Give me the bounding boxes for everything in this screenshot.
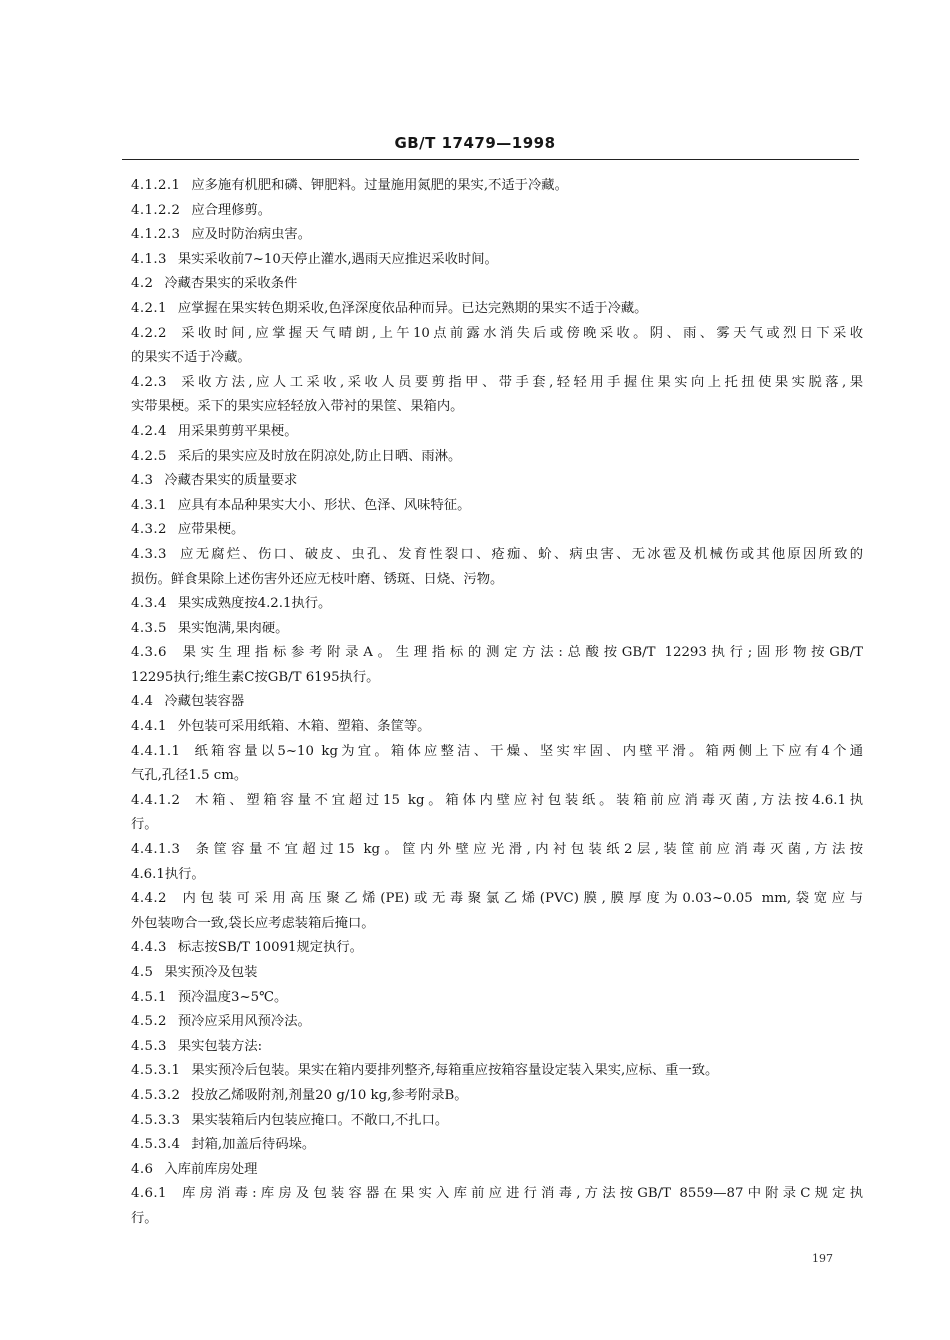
header-rule: [122, 159, 859, 160]
clause-text: 果实生理指标参考附录A。生理指标的测定方法:总酸按GB/T 12293执行;固形物按GB/T: [177, 645, 863, 661]
clause-text: 果实采收前7~10天停止灌水,遇雨天应推迟采收时间。: [177, 251, 498, 267]
clause-number: 4.4.1.2: [131, 792, 181, 808]
clause-number: 4.2.2: [131, 325, 167, 341]
clause-text: 冷藏杏果实的质量要求: [164, 473, 298, 489]
clause-text: 封箱,加盖后待码垛。: [191, 1137, 316, 1153]
clause-number: 4.4.1.1: [131, 743, 181, 759]
clause-text: 应无腐烂、伤口、破皮、虫孔、发育性裂口、疮痂、蚧、病虫害、无冰雹及机械伤或其他原因所致的: [177, 546, 863, 562]
clause-text: 应带果梗。: [177, 522, 245, 538]
clause-number: 4.6: [131, 1161, 154, 1177]
clause-text: 果实饱满,果肉硬。: [177, 620, 289, 636]
clause-text: 冷藏杏果实的采收条件: [164, 276, 298, 292]
clause-text: 条筐容量不宜超过15 kg。筐内外壁应光滑,内衬包装纸2层,装筐前应消毒灭菌,方法按: [191, 842, 863, 858]
clause-number: 4.3.4: [131, 596, 167, 612]
clause-text: 应合理修剪。: [191, 202, 272, 218]
clause-number: 4.2.3: [131, 374, 167, 390]
clause-line: [131, 1158, 863, 1183]
clause-line: [131, 789, 863, 814]
clause-number: 4.4.2: [131, 891, 167, 907]
continuation-line: [131, 395, 863, 420]
clause-line: [131, 297, 863, 322]
clause-line: [131, 936, 863, 961]
clause-line: [131, 469, 863, 494]
clause-line: [131, 1059, 863, 1084]
clause-number: 4.3.3: [131, 546, 167, 562]
clause-number: 4.2.1: [131, 300, 167, 316]
clause-line: [131, 371, 863, 396]
clause-text: 果实预冷后包装。果实在箱内要排列整齐,每箱重应按箱容量设定装入果实,应标、重一致。: [191, 1063, 719, 1079]
clause-text: 库房消毒:库房及包装容器在果实入库前应进行消毒,方法按GB/T 8559—87中附录C规定执: [177, 1186, 863, 1202]
clause-number: 4.4: [131, 694, 154, 710]
clause-text: 果实成熟度按4.2.1执行。: [177, 596, 332, 612]
clause-line: [131, 961, 863, 986]
clause-line: [131, 518, 863, 543]
page-number: 197: [812, 1252, 833, 1265]
clause-number: 4.5.3: [131, 1038, 167, 1054]
clause-number: 4.4.1: [131, 719, 167, 735]
clause-text: 行。: [131, 817, 158, 833]
clause-text: 标志按SB/T 10091规定执行。: [177, 940, 363, 956]
clause-line: [131, 740, 863, 765]
clause-number: 4.5: [131, 965, 154, 980]
continuation-line: [131, 863, 863, 888]
clause-text: 纸箱容量以5~10 kg为宜。箱体应整洁、干燥、坚实牢固、内壁平滑。箱两侧上下应有4个通: [191, 743, 863, 759]
clause-text: 应具有本品种果实大小、形状、色泽、风味特征。: [177, 497, 471, 513]
clause-text: 冷藏包装容器: [164, 694, 245, 710]
clause-line: [131, 690, 863, 715]
clause-text: 采收时间,应掌握天气晴朗,上午10点前露水消失后或傍晚采收。阴、雨、雾天气或烈日下采收: [177, 325, 863, 341]
clause-line: [131, 174, 863, 199]
clause-line: [131, 322, 863, 347]
clause-number: 4.4.3: [131, 940, 167, 956]
clause-text: 应掌握在果实转色期采收,色泽深度依品种而异。已达完熟期的果实不适于冷藏。: [177, 300, 648, 316]
clause-text: 4.6.1执行。: [131, 866, 205, 882]
clause-number: 4.1.3: [131, 251, 167, 267]
continuation-line: [131, 568, 863, 593]
clause-number: 4.4.1.3: [131, 842, 181, 858]
continuation-line: [131, 912, 863, 937]
standard-code-header: GB/T 17479—1998: [394, 134, 556, 152]
clause-line: [131, 1109, 863, 1134]
clause-line: [131, 1133, 863, 1158]
clause-line: [131, 1035, 863, 1060]
clause-line: [131, 592, 863, 617]
clause-text: 应及时防治病虫害。: [191, 227, 311, 243]
clause-line: [131, 838, 863, 863]
clause-text: 采收方法,应人工采收,采收人员要剪指甲、带手套,轻轻用手握住果实向上托扭使果实脱落,果: [177, 374, 863, 390]
clause-text: 用采果剪剪平果梗。: [177, 423, 298, 439]
clause-line: [131, 715, 863, 740]
continuation-line: [131, 813, 863, 838]
clause-number: 4.3: [131, 473, 154, 489]
clause-text: 果实装箱后内包装应掩口。不敞口,不扎口。: [191, 1112, 449, 1128]
clause-line: [131, 494, 863, 519]
clause-number: 4.5.3.4: [131, 1137, 181, 1153]
clause-number: 4.5.2: [131, 1014, 167, 1030]
clause-text: 12295执行;维生素C按GB/T 6195执行。: [131, 669, 380, 685]
clause-number: 4.1.2.1: [131, 178, 181, 193]
clause-text: 实带果梗。采下的果实应轻轻放入带衬的果筐、果箱内。: [131, 399, 464, 415]
clause-number: 4.3.6: [131, 645, 167, 661]
clause-number: 4.5.3.2: [131, 1087, 181, 1103]
clause-number: 4.2.5: [131, 448, 167, 464]
clause-text: 外包装可采用纸箱、木箱、塑箱、条筐等。: [177, 719, 431, 735]
clause-text: 内包装可采用高压聚乙烯(PE)或无毒聚氯乙烯(PVC)膜,膜厚度为0.03~0.05 mm,袋宽应与: [177, 891, 863, 907]
clause-text: 应多施有机肥和磷、钾肥料。过量施用氮肥的果实,不适于冷藏。: [191, 178, 568, 193]
clause-number: 4.3.1: [131, 497, 167, 513]
clause-number: 4.3.2: [131, 522, 167, 538]
clause-line: [131, 1182, 863, 1207]
clause-line: [131, 272, 863, 297]
clause-text: 预冷应采用风预冷法。: [177, 1014, 311, 1030]
document-body: [131, 174, 863, 1232]
clause-number: 4.3.5: [131, 620, 167, 636]
clause-number: 4.2.4: [131, 423, 167, 439]
continuation-line: [131, 346, 863, 371]
clause-text: 预冷温度3~5℃。: [177, 989, 288, 1005]
continuation-line: [131, 666, 863, 691]
clause-text: 气孔,孔径1.5 cm。: [131, 768, 248, 784]
clause-line: [131, 445, 863, 470]
clause-line: [131, 248, 863, 273]
clause-line: [131, 641, 863, 666]
clause-text: 采后的果实应及时放在阴凉处,防止日晒、雨淋。: [177, 448, 462, 464]
clause-text: 投放乙烯吸附剂,剂量20 g/10 kg,参考附录B。: [191, 1087, 468, 1103]
clause-text: 损伤。鲜食果除上述伤害外还应无枝叶磨、锈斑、日烧、污物。: [131, 571, 504, 587]
clause-number: 4.6.1: [131, 1186, 167, 1202]
clause-number: 4.5.1: [131, 989, 167, 1005]
clause-text: 果实预冷及包装: [164, 965, 258, 980]
clause-line: [131, 543, 863, 568]
clause-line: [131, 223, 863, 248]
clause-number: 4.1.2.2: [131, 202, 181, 218]
clause-text: 的果实不适于冷藏。: [131, 350, 251, 366]
continuation-line: [131, 1207, 863, 1232]
clause-number: 4.2: [131, 276, 154, 292]
clause-number: 4.1.2.3: [131, 227, 181, 243]
clause-line: [131, 986, 863, 1011]
clause-line: [131, 617, 863, 642]
clause-line: [131, 1010, 863, 1035]
clause-number: 4.5.3.1: [131, 1063, 181, 1079]
clause-text: 果实包装方法:: [177, 1038, 263, 1054]
clause-text: 行。: [131, 1210, 158, 1226]
clause-number: 4.5.3.3: [131, 1112, 181, 1128]
clause-text: 入库前库房处理: [164, 1161, 258, 1177]
clause-text: 外包装吻合一致,袋长应考虑装箱后掩口。: [131, 915, 375, 931]
clause-line: [131, 420, 863, 445]
clause-line: [131, 199, 863, 224]
continuation-line: [131, 764, 863, 789]
clause-line: [131, 887, 863, 912]
clause-text: 木箱、塑箱容量不宜超过15 kg。箱体内壁应衬包装纸。装箱前应消毒灭菌,方法按4.6.1执: [191, 792, 863, 808]
clause-line: [131, 1084, 863, 1109]
